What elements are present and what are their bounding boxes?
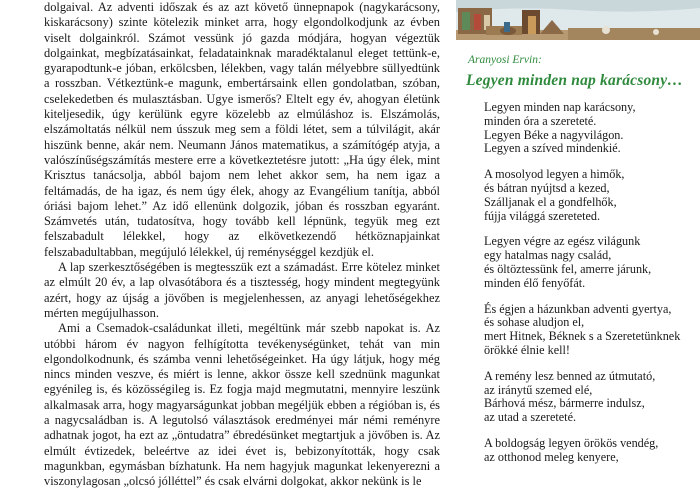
poem-line: Legyen Béke a nagyvilágon. xyxy=(484,127,624,142)
poem-stanza xyxy=(484,370,698,425)
poem-line: Legyen végre az egész világunk xyxy=(484,234,641,249)
poem-title: Legyen minden nap karácsony… xyxy=(466,72,683,89)
poem-line: az utad a szereteté. xyxy=(484,410,577,425)
poem-line: az otthonod meleg kenyere, xyxy=(484,449,619,464)
poem-line: egy hatalmas nagy család, xyxy=(484,248,612,263)
poem-line: minden élő fenyőfát. xyxy=(484,275,586,290)
poem-stanza xyxy=(484,235,698,290)
poem-stanza xyxy=(484,168,698,223)
nativity-image xyxy=(456,0,700,40)
article-column xyxy=(44,0,440,489)
article-paragraph: A lap szerkesztőségében is megtesszük ezt a számadást. Erre kötelez minket az elmúlt 20 év, a lap olvasótábora és a tisztesség, hogy mindent megtegyünk azért, hogy az újság a jövőben is megjelenhessen, az anyagi lehetőségekhez mérten megújulhasson. xyxy=(44,260,440,320)
poem-line: A boldogság legyen örökös vendég, xyxy=(484,435,659,450)
poem-line: örökké élnie kell! xyxy=(484,342,570,357)
poem-line: Szálljanak el a gondfelhők, xyxy=(484,194,617,209)
poem-line: fújja világgá szereteted. xyxy=(484,208,601,223)
poem-line: Legyen minden nap karácsony, xyxy=(484,100,636,114)
poem-stanza xyxy=(484,101,698,156)
poem-line: minden óra a szereteté. xyxy=(484,113,597,128)
poem-line: és öltöztessünk fel, amerre járunk, xyxy=(484,261,652,276)
poem-line: Bárhová mész, bármerre indulsz, xyxy=(484,396,645,411)
poem-line: és sohase aludjon el, xyxy=(484,315,585,330)
poem-line: az iránytű szemed elé, xyxy=(484,382,593,397)
poem-line: És égjen a házunkban adventi gyertya, xyxy=(484,301,672,316)
poem-line: A remény lesz benned az útmutató, xyxy=(484,368,656,383)
poem-line: mert Hitnek, Béknek s a Szeretetünknek xyxy=(484,329,681,344)
poem-stanza xyxy=(484,303,698,358)
poem-body xyxy=(484,101,698,477)
poem-line: és bátran nyújtsd a kezed, xyxy=(484,180,610,195)
poem-author: Aranyosi Ervin: xyxy=(468,54,542,66)
poem-line: Legyen a szíved mindenkié. xyxy=(484,141,621,156)
poem-column xyxy=(460,0,700,464)
article-paragraph: dolgaival. Az adventi időszak és az azt követő ünnepnapok (nagykarácsony, kiskarácsony) szinte kötelezik minket arra, hogy elgondolkodjunk az évben viselt dolgainkról. Számot vessünk jó gazda módjára, hogyan végeztük dolgainkat, megbízatásainkat, feladatainknak maradéktalanul eleget tettünk-e, gyarapodtunk-e jóban, erkölcsben, lélekben, vagy talán mélyebbre süllyedtünk a rosszban. Vétkeztünk-e magunk, embertársaink ellen gondolatban, szóban, cselekedetben és mulasztásban. Ugye ismerős? Eltelt egy év, ahogyan életünk kiteljesedik, úgy kerülünk egyre közelebb az elmúláshoz is. Elszámolás, elszámoltatás nélkül nem ússzuk meg sem a földi létet, sem a túlvilágit, akár hiszünk benne, akár nem. Neumann János matematikus, a számítógép atyja, a valószínűségszámítás mestere erre a következtetésre jutott: „Ha úgy élek, mint Krisztus tanácsolja, abból bajom nem lehet akkor sem, ha nem igaz a feltámadás, de ha igaz, és nem úgy élek, ahogy az Evangélium tanítja, abból óriási bajom lehet.” Az idő ellenünk dolgozik, jóban és rosszban egyaránt. Számvetés után, tudatosítva, hogy tovább kell lépnünk, tegyük meg ezt felszabadult lélekkel, hogy az elkövetkezendő hétköznapjainkat felszabadultabban, megújuló lélekkel, új reménységgel kezdjük el. xyxy=(44,0,440,259)
article-paragraph: Ami a Csemadok-családunkat illeti, megéltünk már szebb napokat is. Az utóbbi három év nagyon felhígította tevékenységünket, tehát van min elgondolkodnunk, és számba venni lehetőségeinket. Ha úgy látjuk, hogy még nincs minden veszve, és miért is lenne, akkor össze kell szednünk magunkat egyénileg is, és közösségileg is. Ez fogja majd megmutatni, mennyire leszünk alkalmasak arra, hogy magyarságunkat jobban megéljük ebben a régióban is, és a nagycsaládban is. A legutolsó választások eredményei már némi reményre adhatnak jogot, ha ezt az „öntudatra” ébredésünket megtartjuk a jövőben is. Az elmúlt évtizedek, beleértve az idei évet is, bebizonyították, hogy csak magunkban, egymásban bízhatunk. Ha nem hagyjuk magunkat lekenyerezni a viszonylagosan „olcsó jólléttel” és csak elvárni dolgokat, akkor nekünk is le xyxy=(44,321,440,489)
nativity-scene-illustration xyxy=(456,0,700,40)
poem-line: A mosolyod legyen a himők, xyxy=(484,167,625,182)
poem-stanza xyxy=(484,437,698,465)
